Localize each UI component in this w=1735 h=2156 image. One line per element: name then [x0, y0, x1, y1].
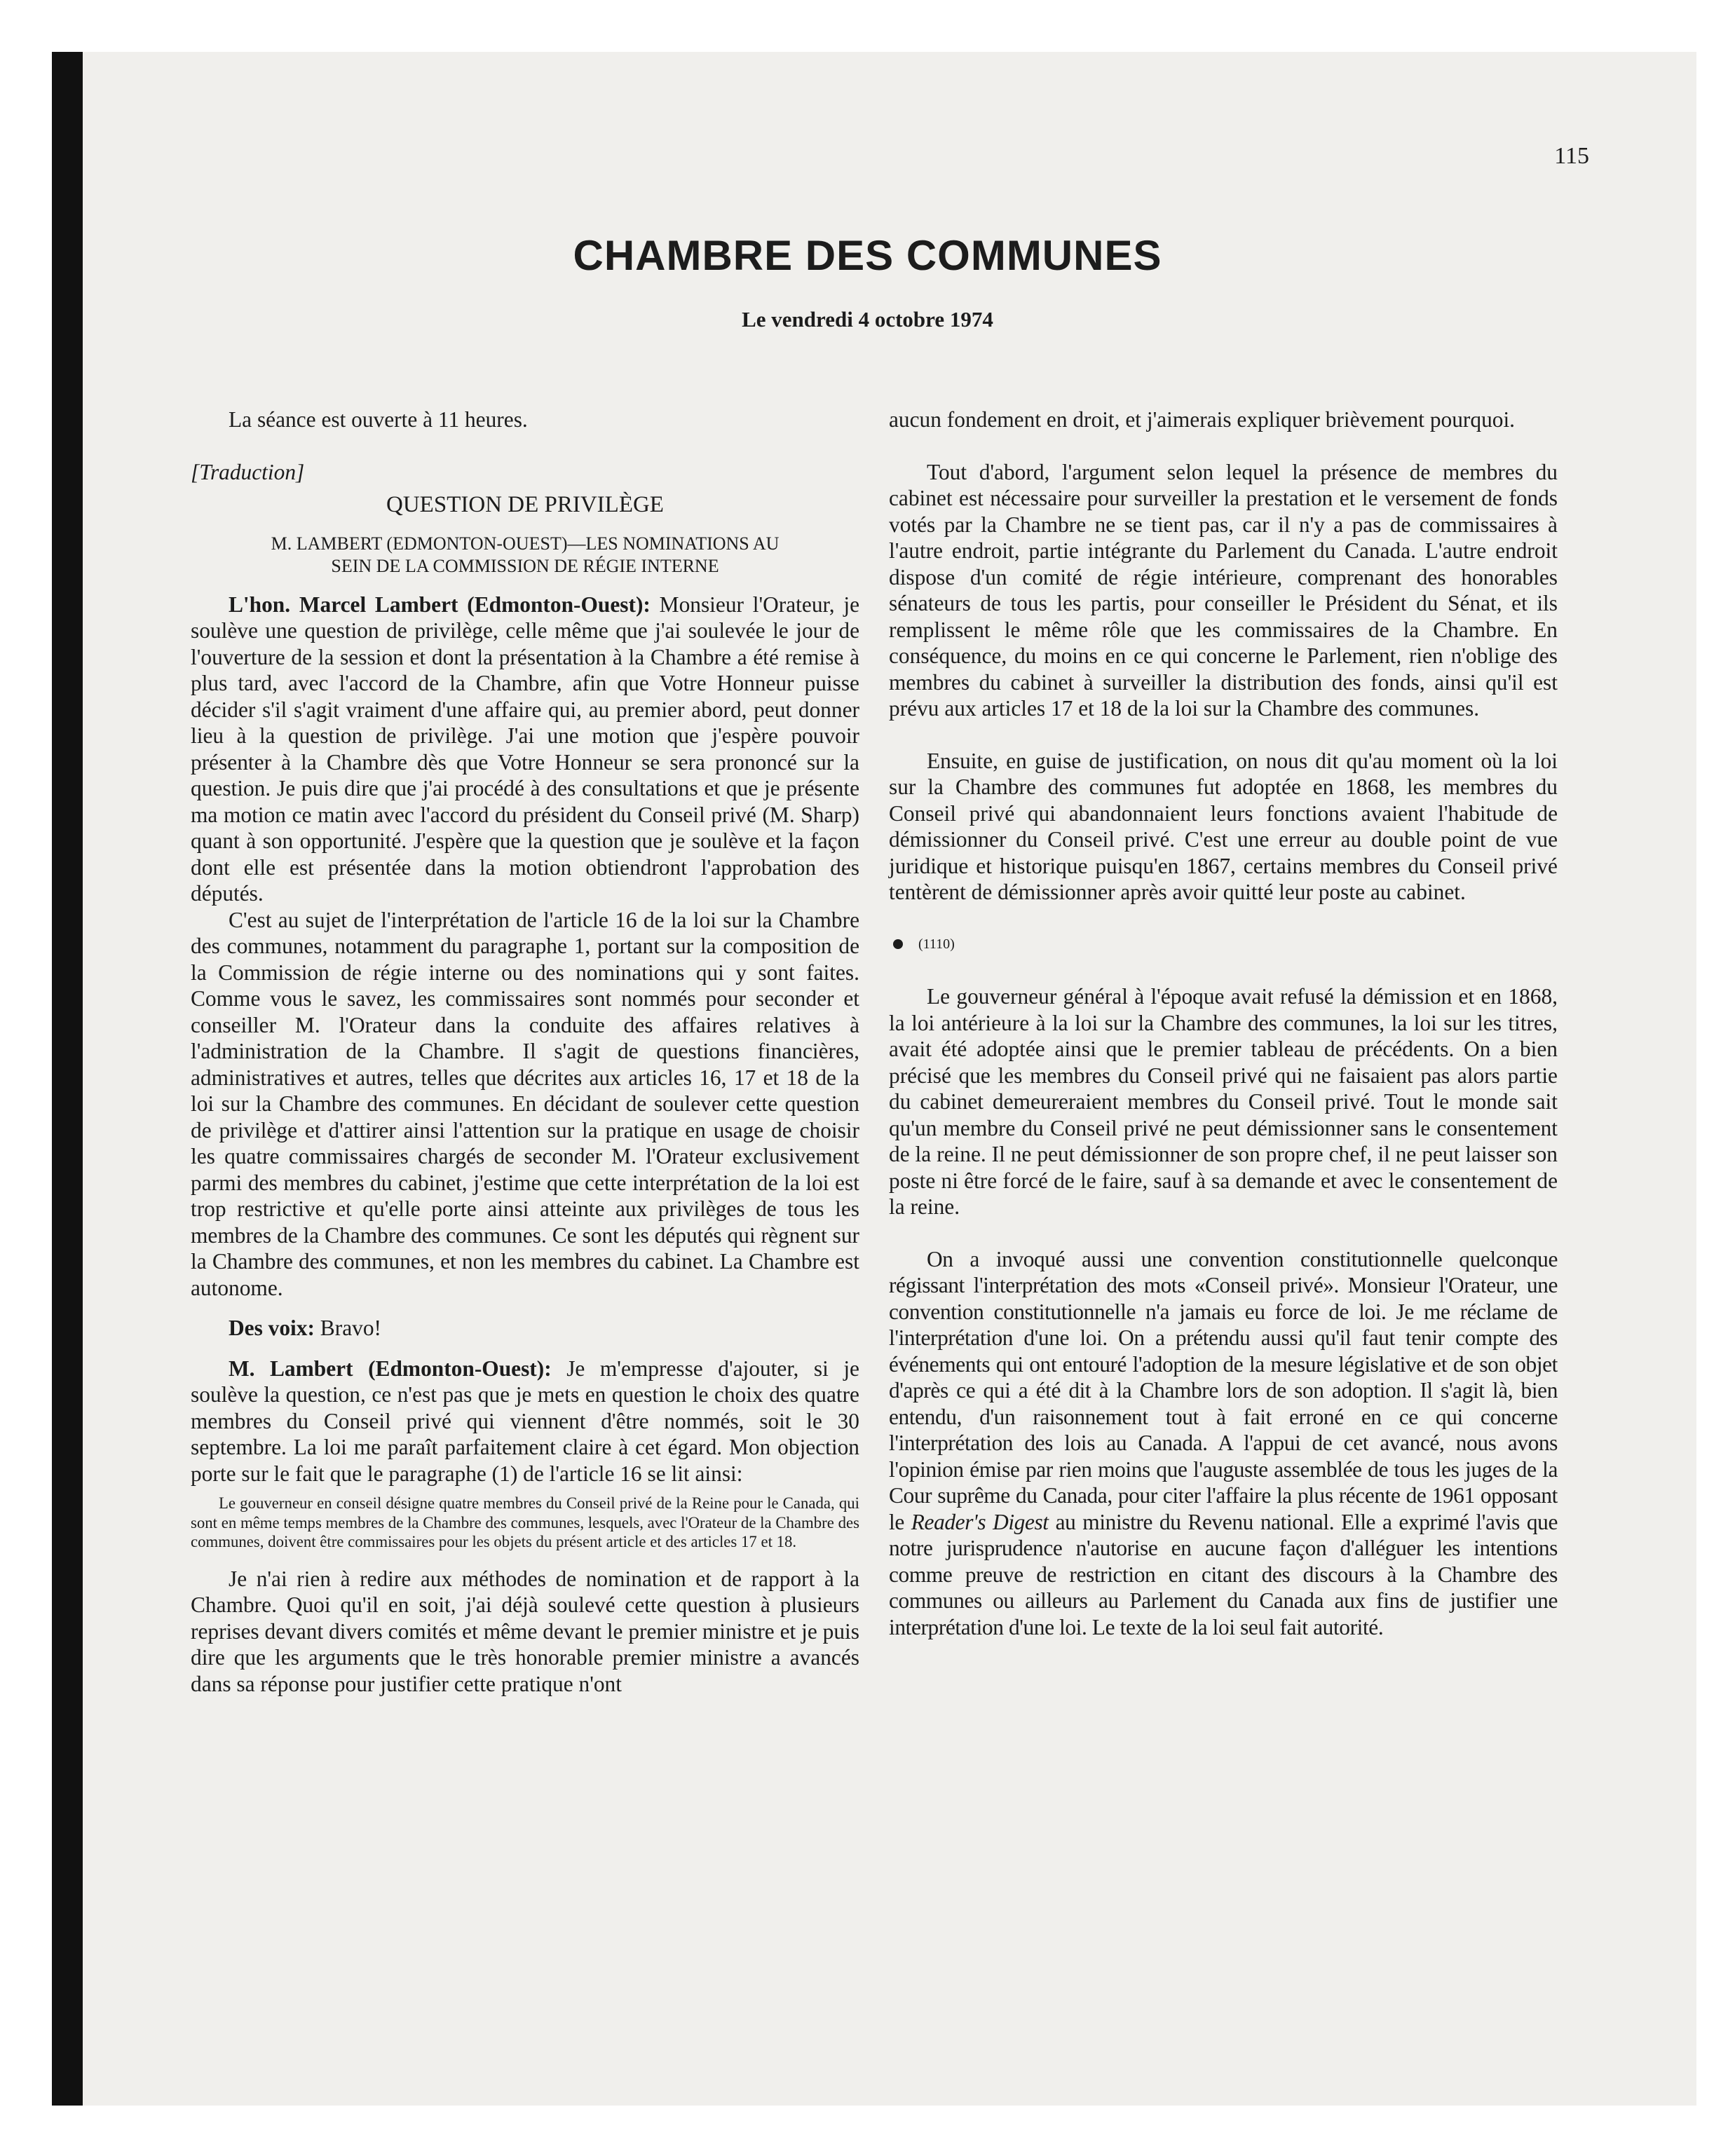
paragraph-text: Je m'empresse d'ajouter, si je soulève la question, ce n'est pas que je mets en question le choix des quatre membres du Conseil privé qui viennent d'être nommés, soit le 30 septembre. La loi me paraît parfaitement claire à cet égard. Mon objection porte sur le fait que le paragraphe (1) de l'article 16 se lit ainsi: [191, 1356, 859, 1486]
paragraph-argument-2: Ensuite, en guise de justification, on nous dit qu'au moment où la loi sur la Chambre des communes fut adoptée en 1868, les membres du Conseil privé qui abandonnaient leurs fonctions avaient l'habitude de démissionner du Conseil privé. C'est une erreur au double point de vue juridique et historique puisqu'en 1867, certains membres du Conseil privé tentèrent de démissionner après avoir quitté leur poste au cabinet. [889, 748, 1558, 904]
page-title: CHAMBRE DES COMMUNES [573, 232, 1162, 279]
subheading-line-2: SEIN DE LA COMMISSION DE RÉGIE INTERNE [331, 555, 719, 576]
paragraph-lambert-2: C'est au sujet de l'interprétation de l'article 16 de la loi sur la Chambre des communes, notamment du paragraphe 1, portant sur la composition de la Commission de régie interne ou des nominations qui y sont faites. Comme vous le savez, les commissaires sont nommés pour seconder et conseiller M. l'Orateur dans la conduite des affaires relatives à l'administration de la Chambre. Il s'agit de questions financières, administratives et autres, telles que décrites aux articles 16, 17 et 18 de la loi sur la Chambre des communes. En décidant de soulever cette question de privilège et d'attirer ainsi l'attention sur la pratique en usage de choisir les quatre commissaires chargés de seconder M. l'Orateur exclusivement parmi des membres du cabinet, j'estime que cette interprétation de la loi est trop restrictive et qu'elle porte ainsi atteinte aux privilèges de tous les membres de la Chambre des communes. Ce sont les députés qui règnent sur la Chambre des communes, et non les membres du cabinet. La Chambre est autonome. [191, 907, 859, 1300]
left-column [191, 407, 859, 1697]
paragraph-text: Bravo! [320, 1316, 381, 1340]
paragraph-argument-1: Tout d'abord, l'argument selon lequel la présence de membres du cabinet est nécessaire pour surveiller la prestation et le versement de fonds votés par la Chambre ne se tient pas, car il n'y a pas de commissaires à l'autre endroit, partie intégrante du Parlement du Canada. L'autre endroit dispose d'un comité de régie intérieure, comprenant des honorables sénateurs de tous les partis, pour conseiller le Président du Sénat, et ils remplissent le même rôle que les commissaires de la Chambre. En conséquence, du moins en ce qui concerne le Parlement, rien n'oblige des membres du cabinet à surveiller la distribution des fonds, ainsi qu'il est prévu aux articles 17 et 18 de la loi sur la Chambre des communes. [889, 459, 1558, 721]
opening-line: La séance est ouverte à 11 heures. [229, 407, 528, 432]
time-marker-text: (1110) [918, 936, 955, 952]
section-subheading [191, 533, 859, 578]
paragraph-lambert-4: Je n'ai rien à redire aux méthodes de nomination et de rapport à la Chambre. Quoi qu'il en soit, j'ai déjà soulevé cette question à plusieurs reprises devant divers comités et même devant le premier ministre et je puis dire que les arguments que le très honorable premier ministre a avancés dans sa réponse pour justifier cette pratique n'ont [191, 1566, 859, 1696]
speaker-name: Des voix: [229, 1316, 315, 1340]
paragraph-argument-4 [889, 1246, 1558, 1641]
subheading-line-1: M. LAMBERT (EDMONTON-OUEST)—LES NOMINATIONS AU [271, 533, 780, 554]
time-marker [889, 932, 1558, 958]
paragraph-argument-3: Le gouverneur général à l'époque avait refusé la démission et en 1868, la loi antérieure à la loi sur la Chambre des communes, la loi sur les titres, avait été adoptée ainsi que le premier tableau de précédents. On a bien précisé que les membres du Conseil privé qui ne faisaient pas alors partie du cabinet demeureraient membres du Conseil privé. Tout le monde sait qu'un membre du Conseil privé ne peut démissionner sans le consentement de la reine. Il ne peut démissionner de son propre chef, il ne peut laisser son poste ni être forcé de le faire, sauf à sa demande et avec le consentement de la reine. [889, 984, 1558, 1219]
statute-quote: Le gouverneur en conseil désigne quatre membres du Conseil privé de la Reine pour le Canada, qui sont en même temps membres de la Chambre des communes, lesquels, avec l'Orateur de la Chambre des communes, doivent être commissaires pour les objets du présent article et des articles 17 et 18. [191, 1494, 859, 1550]
paragraph-text: Monsieur l'Orateur, je soulève une question de privilège, celle même que j'ai soulevée le jour de l'ouverture de la session et dont la présentation à la Chambre a été remise à plus tard, avec l'accord de la Chambre, afin que Votre Honneur puisse décider s'il s'agit vraiment d'une affaire qui, au premier abord, peut donner lieu à la question de privilège. J'ai une motion que j'espère pouvoir présenter à la Chambre dès que Votre Honneur se sera prononcé sur la question. Je puis dire que j'ai procédé à des consultations et que je présente ma motion ce matin avec l'accord du président du Conseil privé (M. Sharp) quant à son opportunité. J'espère que la question que je soulève et la façon dont elle est présentée dans la motion obtiendront l'approbation des députés. [191, 592, 860, 906]
speaker-name: L'hon. Marcel Lambert (Edmonton-Ouest): [229, 592, 651, 617]
paragraph-lambert-1 [191, 592, 859, 907]
right-column [889, 407, 1558, 1640]
page-number: 115 [1554, 143, 1589, 169]
section-heading: QUESTION DE PRIVILÈGE [386, 492, 664, 517]
speaker-name: M. Lambert (Edmonton-Ouest): [229, 1356, 552, 1381]
paragraph-continuation: aucun fondement en droit, et j'aimerais expliquer brièvement pourquoi. [889, 407, 1516, 432]
publication-title: Reader's Digest [911, 1509, 1049, 1534]
bullet-icon [893, 939, 903, 949]
translation-tag: [Traduction] [191, 459, 305, 484]
paragraph-text: On a invoqué aussi une convention constitutionnelle quelconque régissant l'interprétation des mots «Conseil privé». Monsieur l'Orateur, une convention constitutionnelle n'a jamais eu force de loi. Je me réclame de l'interprétation d'une loi. On a prétendu aussi qu'il faut tenir compte des événements qui ont entouré l'adoption de la mesure législative et de son objet d'après ce qui a été dit à la Chambre lors de son adoption. Il s'agit là, bien entendu, d'un raisonnement tout à fait erroné en ce qui concerne l'interprétation des lois au Canada. A l'appui de cet avancé, nous avons l'opinion émise par rien moins que l'auguste assemblée de tous les juges de la Cour suprême du Canada, pour citer l'affaire la plus récente de 1961 opposant le [889, 1246, 1558, 1534]
sitting-date: Le vendredi 4 octobre 1974 [742, 307, 993, 332]
paragraph-text: au ministre du Revenu national. Elle a exprimé l'avis que notre jurisprudence n'autorise en aucune façon d'alléguer les intentions comme preuve de restriction en citant des discours à la Chambre des communes ou ailleurs au Parlement du Canada aux fins de justifier une interprétation d'une loi. Le texte de la loi seul fait autorité. [889, 1509, 1558, 1639]
paragraph-lambert-3 [191, 1356, 859, 1487]
paragraph-interjection [191, 1315, 859, 1342]
